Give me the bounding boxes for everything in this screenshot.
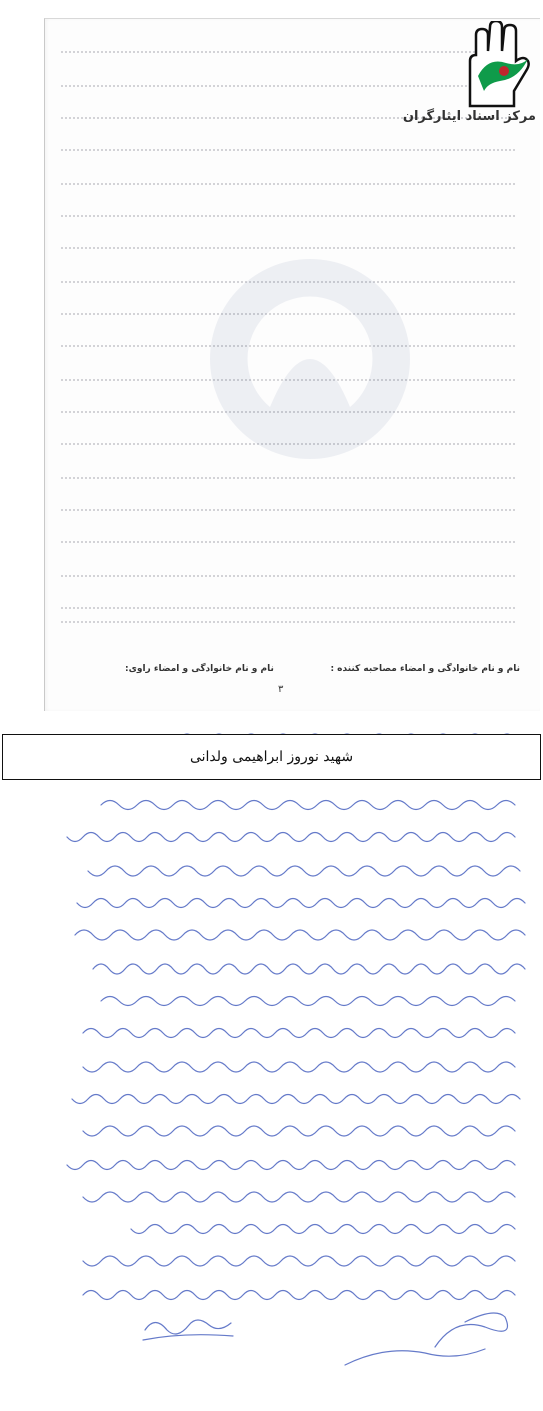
hand-dove-icon [448,21,538,116]
caption-box [2,734,541,780]
document-page [44,18,540,711]
logo-caption: مرکز اسناد ایثارگران [402,109,536,124]
caption-title: شهید نوروز ابراهیمی ولدانی [189,749,354,765]
handwritten-text [45,715,540,1407]
narrator-signature-label: نام و نام خانوادگی و امضاء راوی: [125,664,274,674]
interviewer-signature-label: نام و نام خانوادگی و امضاء مصاحبه کننده : [330,664,520,674]
watermark-emblem [185,229,435,489]
page-number: ۳ [278,684,284,695]
